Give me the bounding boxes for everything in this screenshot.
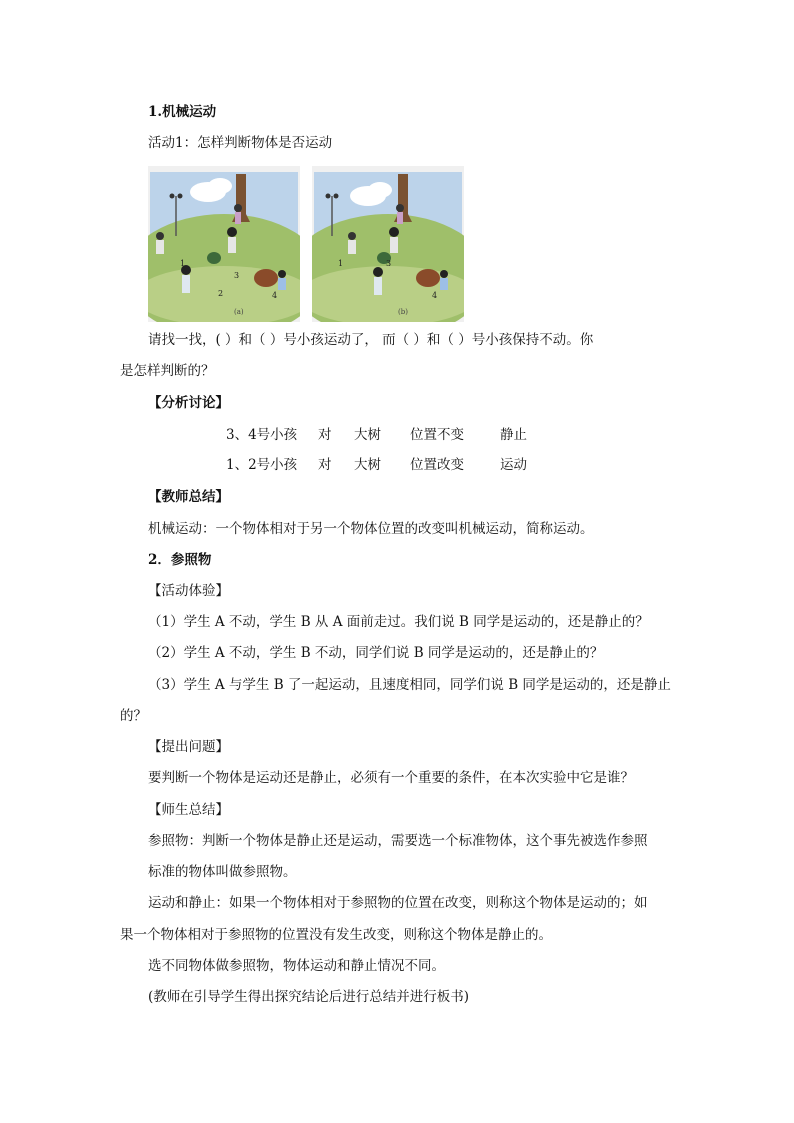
analysis-kids: 3、4号小孩 [226,427,298,443]
svg-text:4: 4 [432,291,438,300]
analysis-state: 运动 [500,457,527,473]
analysis-row [226,425,606,445]
section2-title: 2．参照物 [148,552,212,568]
analysis-heading: 【分析讨论】 [148,395,229,411]
activity-label: 活动1：怎样判断物体是否运动 [148,135,333,151]
reference-definition-line-1: 参照物：判断一个物体是静止还是运动，需要选一个标准物体，这个事先被选作参照 [148,833,648,849]
teacher-summary-heading: 【教师总结】 [148,489,229,505]
svg-text:3: 3 [234,271,240,280]
teacher-note: (教师在引导学生得出探究结论后进行总结并进行板书) [148,989,470,1005]
question-line-1: 请找一找，( ）和（ ）号小孩运动了， 而（ ）和（ ）号小孩保持不动。你 [148,332,594,348]
analysis-rel: 对 [318,427,332,443]
section1-title: 1.机械运动 [148,104,217,120]
analysis-ref: 大树 [354,457,381,473]
svg-text:2: 2 [218,289,224,298]
question-heading: 【提出问题】 [148,739,229,755]
svg-text:3: 3 [386,259,392,268]
illustration-b [312,166,464,322]
mechanical-motion-definition: 机械运动：一个物体相对于另一个物体位置的改变叫机械运动，简称运动。 [148,521,594,537]
analysis-pos: 位置改变 [410,457,464,473]
experience-item-3-cont: 的？ [120,708,147,724]
analysis-row [226,455,606,475]
question-line-2: 是怎样判断的？ [120,363,215,379]
experience-item-1: （1）学生 A 不动，学生 B 从 A 面前走过。我们说 B 同学是运动的，还是静止的？ [148,614,649,630]
svg-text:1: 1 [180,259,186,268]
svg-text:(b): (b) [398,308,408,316]
experience-item-3: （3）学生 A 与学生 B 了一起运动，且速度相同，同学们说 B 同学是运动的，还是静止 [148,677,671,693]
analysis-state: 静止 [500,427,527,443]
analysis-rel: 对 [318,457,332,473]
illustration-a [148,166,300,322]
svg-text:1: 1 [338,259,344,268]
reference-definition-line-2: 标准的物体叫做参照物。 [148,864,297,880]
svg-text:4: 4 [272,291,278,300]
svg-text:(a): (a) [234,308,244,316]
motion-rest-line-1: 运动和静止：如果一个物体相对于参照物的位置在改变，则称这个物体是运动的；如 [148,895,648,911]
question-text: 要判断一个物体是运动还是静止，必须有一个重要的条件，在本次实验中它是谁？ [148,770,634,786]
experience-heading: 【活动体验】 [148,583,229,599]
summary-heading: 【师生总结】 [148,802,229,818]
different-reference-note: 选不同物体做参照物，物体运动和静止情况不同。 [148,958,445,974]
analysis-ref: 大树 [354,427,381,443]
analysis-pos: 位置不变 [410,427,464,443]
analysis-kids: 1、2号小孩 [226,457,298,473]
illustration-pair [148,166,468,322]
motion-rest-line-2: 果一个物体相对于参照物的位置没有发生改变，则称这个物体是静止的。 [120,927,552,943]
experience-item-2: （2）学生 A 不动，学生 B 不动，同学们说 B 同学是运动的，还是静止的？ [148,645,604,661]
